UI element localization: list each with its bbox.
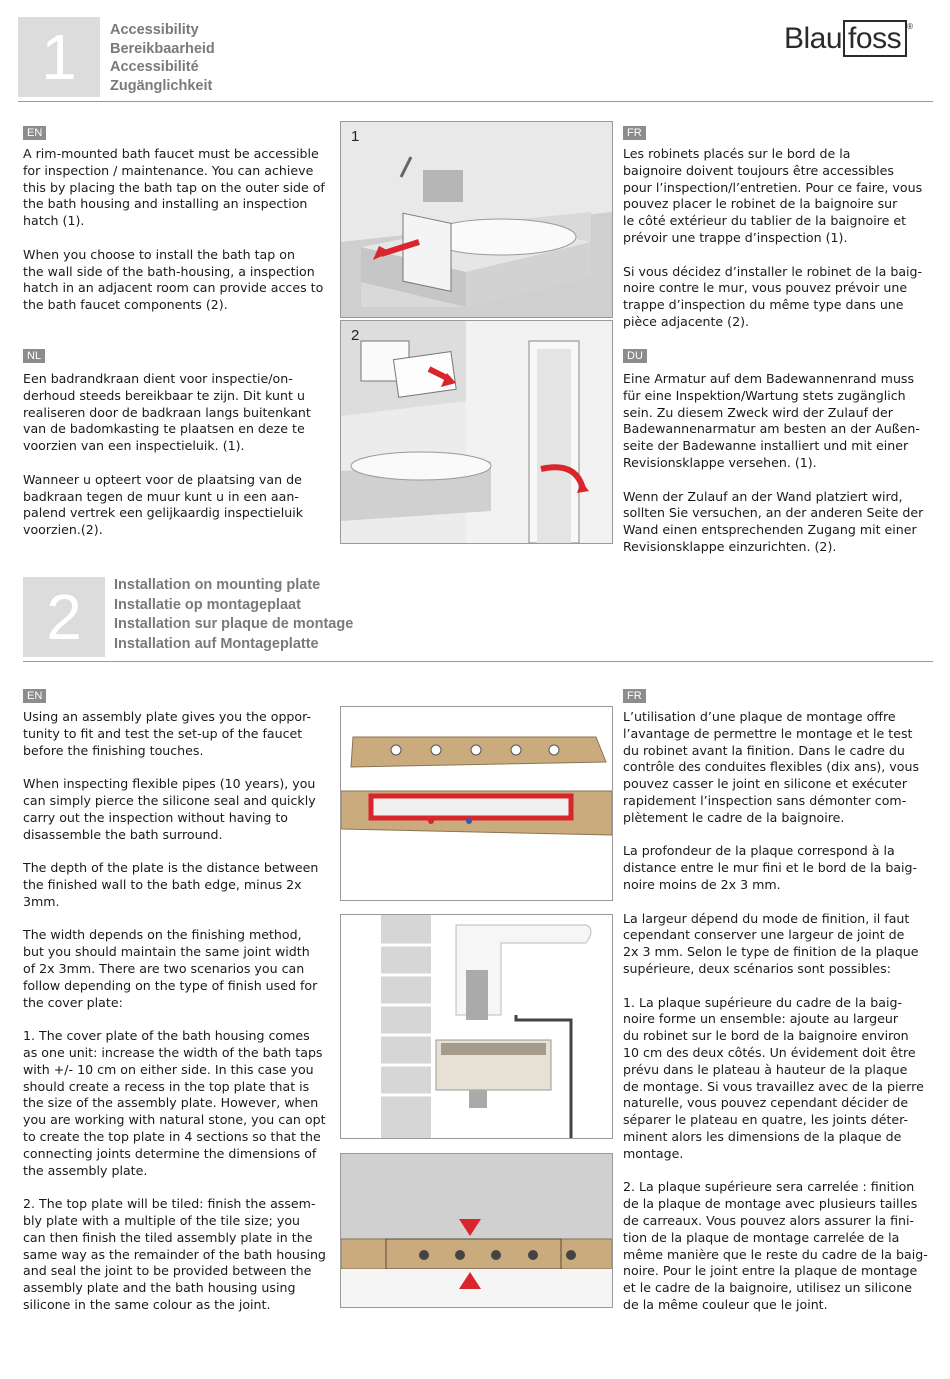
heading-fr: Installation sur plaque de montage — [114, 616, 354, 632]
paragraph: Using an assembly plate gives you the oppor- tunity to fit and test the set-up of the faucet before the finishing touches. — [23, 709, 312, 758]
paragraph: When you choose to install the bath tap on the wall side of the bath-housing, a inspection hatch in an adjacent room can provide acces to the bath faucet components (2). — [23, 246, 324, 313]
section1-right-column-du — [623, 344, 938, 573]
lang-tag-fr: FR — [623, 126, 646, 140]
heading-en: Accessibility — [110, 22, 199, 38]
section-divider — [23, 661, 933, 662]
brand-logo-part1: Blau — [784, 22, 843, 55]
section-number: 2 — [46, 581, 82, 653]
section-number-box — [18, 17, 100, 97]
section-heading — [110, 21, 215, 95]
bath-hatch-drawing — [341, 122, 612, 317]
lang-tag-du: DU — [623, 349, 647, 363]
illustration-faucet-section — [340, 914, 613, 1139]
section-number: 1 — [41, 21, 77, 93]
paragraph: Wenn der Zulauf an der Wand platziert wird, sollten Sie versuchen, an der anderen Seite der Wand einen entsprechenden Zugang mit einer Revisionsklappe einzurichten. (2). — [623, 488, 924, 554]
illustration-bath-outer-hatch — [340, 121, 613, 318]
paragraph: La profondeur de la plaque correspond à la distance entre le mur fini et le bord de la baig- noire moins de 2x 3 mm. — [623, 843, 918, 892]
heading-fr: Accessibilité — [110, 59, 199, 75]
lang-tag-fr: FR — [623, 689, 646, 703]
section2-left-column — [23, 684, 338, 1330]
heading-nl: Installatie op montageplaat — [114, 596, 301, 613]
paragraph: 2. The top plate will be tiled: finish the assem- bly plate with a multiple of the tile size; you can then finish the tiled assembly plate in the same way as the remainder of the bath housing and seal the joint to be provided between the assembly plate and the bath housing using silicone in the same colour as the joint. — [23, 1196, 326, 1312]
heading-en: Installation on mounting plate — [114, 577, 321, 593]
illustration-tiled-plate — [340, 1153, 613, 1308]
heading-de: Installation auf Montageplatte — [114, 635, 319, 652]
paragraph: L’utilisation d’une plaque de montage offre l’avantage de permettre le montage et le test du robinet avant la finition. Dans le cadre du contrôle des conduites flexibles (dix ans), vous pouvez casser le joint en silicone et exécuter rapidement l’inspection sans démonter com- plètement le cadre de la baignoire. — [623, 709, 920, 825]
paragraph: Een badrandkraan dient voor inspectie/on- derhoud steeds bereikbaar te zijn. Dit kunt u realiseren door de badkraan langs buitenkant van de badomkasting te plaatsen en deze te voorzien van een inspectieluik. (1). — [23, 371, 311, 454]
paragraph: 2. La plaque supérieure sera carrelée : finition de la plaque de montage avec plusieurs tailles de carreaux. Vous pouvez alors assurer la fini- tion de la plaque de montage carrelée de la même manière que le reste du cadre de la baig- noire. Pour le joint entre la plaque de montage et le cadre de la baignoire, utilisez un silicone de la même couleur que le joint. — [623, 1179, 928, 1312]
paragraph: Si vous décidez d’installer le robinet de la baig- noire contre le mur, vous pouvez prévoir une trappe d’inspection du même type dans une pièce adjacente (2). — [623, 263, 923, 329]
brand-logo — [784, 22, 912, 56]
paragraph: A rim-mounted bath faucet must be accessible for inspection / maintenance. You can achieve this by placing the bath tap on the outer side of the bath housing and installing an inspection hatch (1). — [23, 146, 325, 229]
paragraph: The width depends on the finishing method, but you should maintain the same joint width of 2x 3mm. There are two scenarios you can follow depending on the type of finish used for the cover plate: — [23, 927, 318, 1010]
heading-nl: Bereikbaarheid — [110, 40, 215, 57]
section1-left-column-nl — [23, 344, 333, 556]
illustration-adjacent-room-hatch — [340, 320, 613, 544]
paragraph: 1. La plaque supérieure du cadre de la baig- noire forme un ensemble: ajoute au largeur du robinet sur le bord de la baignoire environ 10 cm des deux côtés. Un évidement doit être prévu dans le plateau à hauteur de la plaque de montage. Si vous travaillez avec de la pierre naturelle, vous pouvez cependant décider de séparer le plateau en quatre, les joints déter- minent alors les dimensions de la plaque de montage. — [623, 994, 924, 1161]
faucet-section-drawing — [341, 915, 612, 1138]
section1-right-column — [623, 121, 938, 348]
brand-logo-reg: ® — [907, 22, 913, 31]
tiled-plate-drawing — [341, 1154, 612, 1307]
lang-tag-en: EN — [23, 126, 46, 140]
paragraph: When inspecting flexible pipes (10 years), you can simply pierce the silicone seal and quickly carry out the inspection without having to disassemble the bath surround. — [23, 776, 316, 842]
lang-tag-en: EN — [23, 689, 46, 703]
section1-left-column — [23, 121, 333, 331]
paragraph: The depth of the plate is the distance between the finished wall to the bath edge, minus 2x 3mm. — [23, 860, 319, 909]
section-heading — [114, 576, 353, 654]
paragraph: Les robinets placés sur le bord de la baignoire doivent toujours être accessibles pour l’inspection/l’entretien. Pour ce faire, vous pouvez placer le robinet de la baignoire sur le côté extérieur du tablier de la baignoire et prévoir une trappe d’inspection (1). — [623, 146, 923, 245]
heading-de: Zugänglichkeit — [110, 77, 213, 94]
paragraph: Wanneer u opteert voor de plaatsing van de badkraan tegen de muur kunt u in een aan- palend vertrek een gelijkaardig inspectieluik voorzien.(2). — [23, 471, 304, 538]
mounting-plate-drawing — [341, 707, 612, 900]
section-divider — [18, 101, 933, 102]
figure-label: 2 — [351, 327, 360, 344]
paragraph: La largeur dépend du mode de finition, il faut cependant conserver une largeur de joint de 2x 3 mm. Selon le type de finition de la plaque supérieure, deux scénarios sont possibles: — [623, 910, 919, 976]
paragraph: Eine Armatur auf dem Badewannenrand muss für eine Inspektion/Wartung stets zugänglich sein. Zu diesem Zweck wird der Zulauf der Badewannenarmatur am besten an der Außen- seite der Badewanne installiert und mit einer Revisionsklappe versehen. (1). — [623, 371, 920, 470]
figure-label: 1 — [351, 128, 360, 145]
adjacent-room-drawing — [341, 321, 612, 543]
brand-logo-part2: foss — [843, 20, 907, 57]
paragraph: 1. The cover plate of the bath housing comes as one unit: increase the width of the bath taps with +/- 10 cm on either side. In this case you should create a recess in the top plate that is the size of the assembly plate. However, when you are working with natural stone, you can opt to create the top plate in 4 sections so that the connecting joints determine the dimensions of the assembly plate. — [23, 1028, 326, 1178]
section-number-box — [23, 577, 105, 657]
lang-tag-nl: NL — [23, 349, 45, 363]
illustration-mounting-plate — [340, 706, 613, 901]
section2-right-column — [623, 684, 938, 1330]
